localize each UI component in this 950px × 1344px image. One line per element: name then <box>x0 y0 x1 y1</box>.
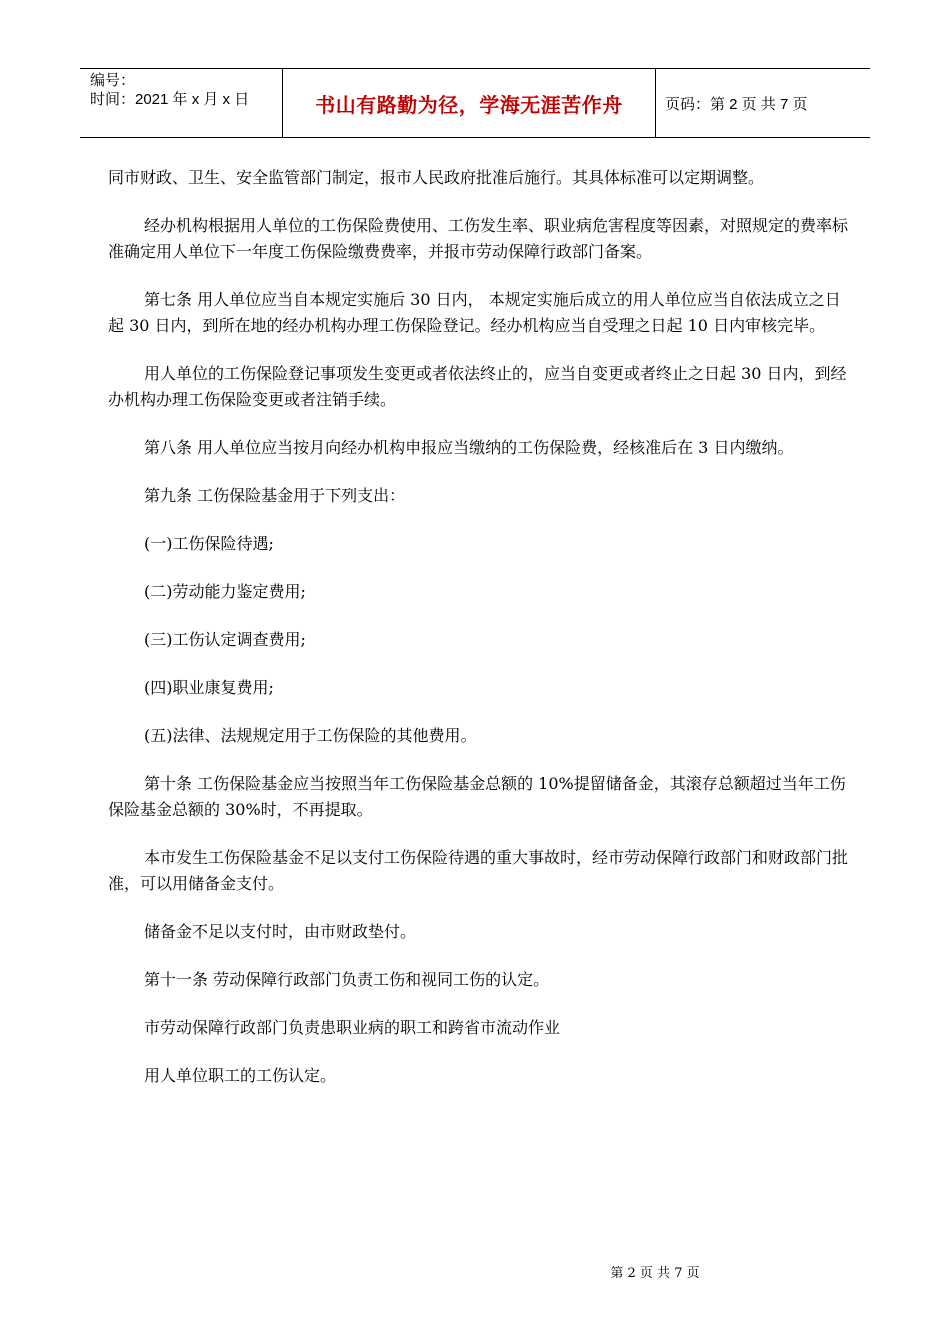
paragraph: 经办机构根据用人单位的工伤保险费使用、工伤发生率、职业病危害程度等因素，对照规定的费率标准确定用人单位下一年度工伤保险缴费费率，并报市劳动保障行政部门备案。 <box>108 216 849 261</box>
article-11: 第十一条 劳动保障行政部门负责工伤和视同工伤的认定。 <box>144 970 550 989</box>
paragraph: 用人单位的工伤保险登记事项发生变更或者依法终止的，应当自变更或者终止之日起 30 日内，到经办机构办理工伤保险变更或者注销手续。 <box>108 364 847 409</box>
document-body <box>108 165 848 1111</box>
paragraph: 市劳动保障行政部门负责患职业病的职工和跨省市流动作业 <box>144 1018 561 1037</box>
header-page-number: 页码：第 2 页 共 7 页 <box>665 95 808 113</box>
paragraph: 同市财政、卫生、安全监管部门制定，报市人民政府批准后施行。其具体标准可以定期调整。 <box>108 168 765 187</box>
article-8: 第八条 用人单位应当按月向经办机构申报应当缴纳的工伤保险费，经核准后在 3 日内缴纳。 <box>144 438 794 457</box>
list-item: (一)工伤保险待遇; <box>144 534 274 553</box>
paragraph: 用人单位职工的工伤认定。 <box>144 1066 337 1085</box>
document-number: 编号： <box>90 72 136 89</box>
article-10: 第十条 工伤保险基金应当按照当年工伤保险基金总额的 10%提留储备金，其滚存总额超过当年工伤保险基金总额的 30%时，不再提取。 <box>108 774 846 819</box>
article-9: 第九条 工伤保险基金用于下列支出： <box>144 486 406 505</box>
header-motto: 书山有路勤为径，学海无涯苦作舟 <box>283 69 656 137</box>
list-item: (五)法律、法规规定用于工伤保险的其他费用。 <box>144 726 477 745</box>
document-date: 时间：2021 年 x 月 x 日 <box>90 91 250 108</box>
page-footer: 第 2 页 共 7 页 <box>610 1266 700 1281</box>
list-item: (三)工伤认定调查费用; <box>144 630 306 649</box>
paragraph: 储备金不足以支付时，由市财政垫付。 <box>144 922 417 941</box>
article-7: 第七条 用人单位应当自本规定实施后 30 日内， 本规定实施后成立的用人单位应当自依法成立之日起 30 日内，到所在地的经办机构办理工伤保险登记。经办机构应当自受理之日起 10 日内审核完毕。 <box>108 290 841 335</box>
document-header <box>80 68 870 138</box>
paragraph: 本市发生工伤保险基金不足以支付工伤保险待遇的重大事故时，经市劳动保障行政部门和财政部门批准，可以用储备金支付。 <box>108 848 849 893</box>
list-item: (二)劳动能力鉴定费用; <box>144 582 306 601</box>
header-meta <box>80 69 283 137</box>
list-item: (四)职业康复费用; <box>144 678 274 697</box>
